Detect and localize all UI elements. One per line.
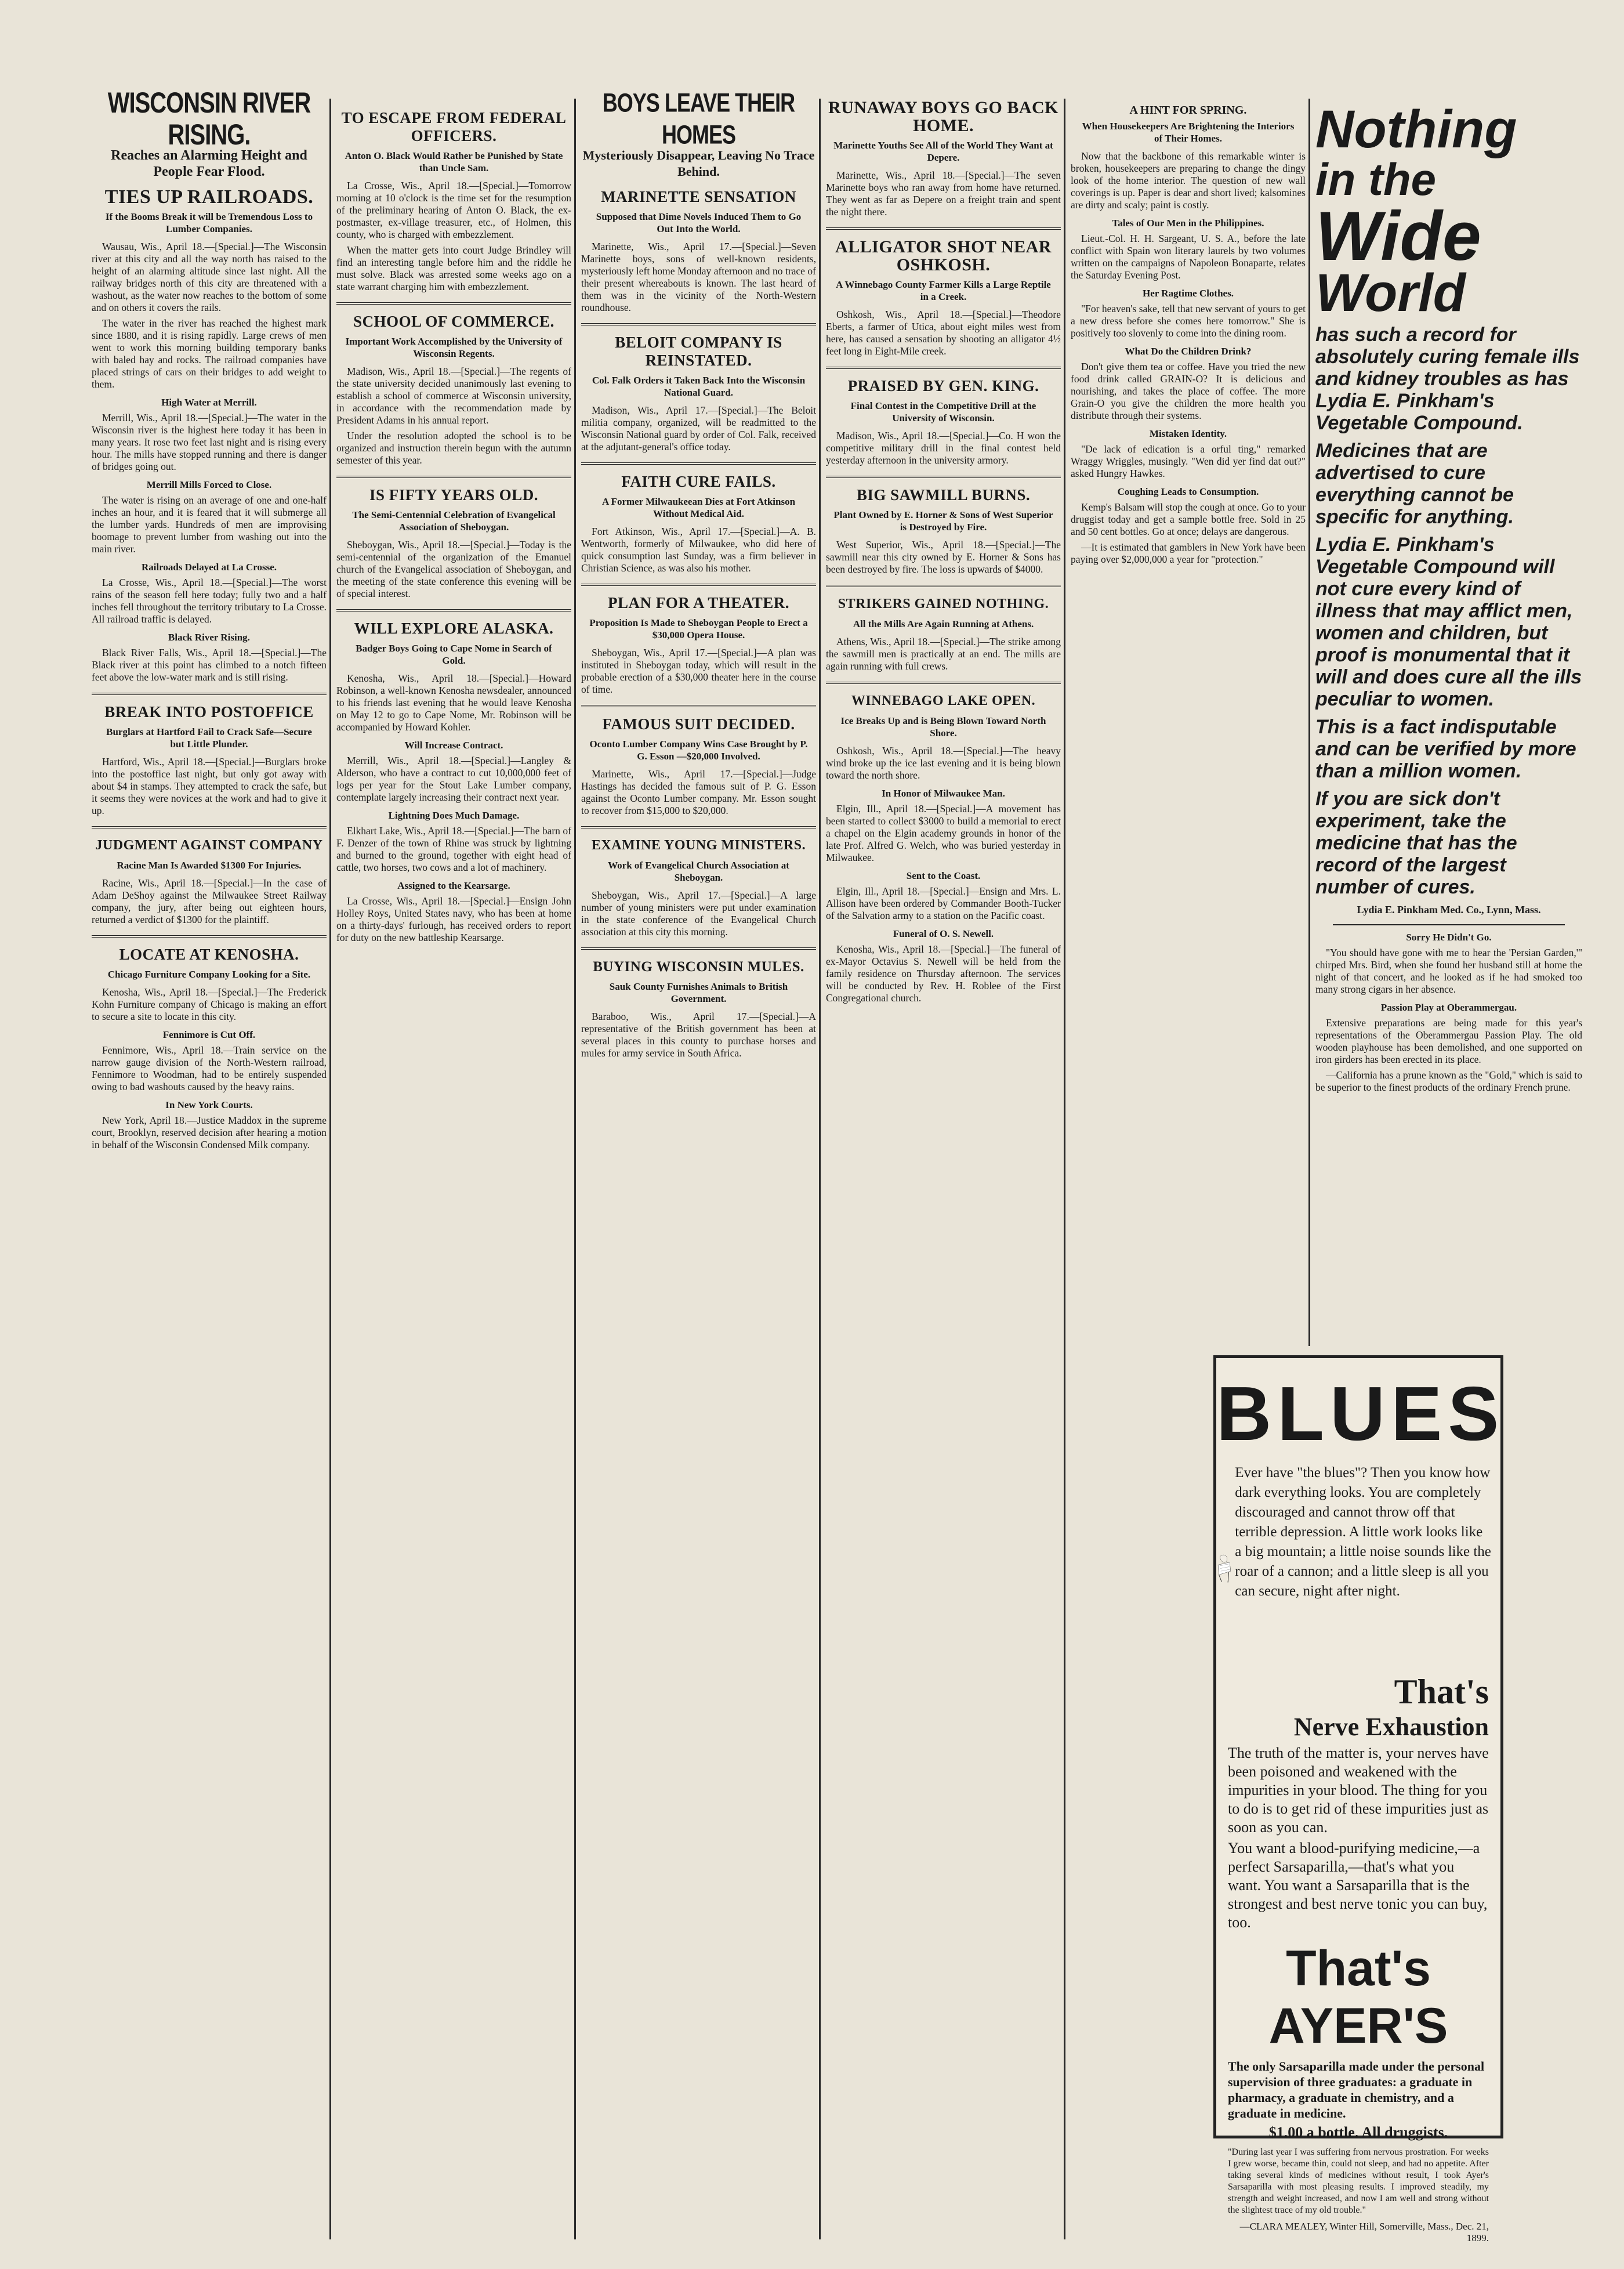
article-text: Athens, Wis., April 18.—[Special.]—The strike among the sawmill men is practically at an end. The mills are again running with full crews. [826,636,1061,672]
headline: MARINETTE SENSATION [601,188,796,205]
headline: EXAMINE YOUNG MINISTERS. [591,838,806,853]
ad-title: BLUES [1216,1371,1505,1456]
ad-price: $1.00 a bottle. All druggists. [1268,2124,1448,2141]
deck: Oconto Lumber Company Wins Case Brought by P. G. Esson —$20,000 Involved. [589,739,808,762]
subhead: Will Increase Contract. [404,740,503,751]
headline: A HINT FOR SPRING. [1129,104,1247,117]
headline: TIES UP RAILROADS. [104,186,314,208]
deck: Racine Man Is Awarded $1300 For Injuries. [117,860,302,871]
headline: BELOIT COMPANY IS REINSTATED. [615,334,782,369]
article-text: Oshkosh, Wis., April 18.—[Special.]—The heavy wind broke up the ice last evening and it is being blown toward the north shore. [826,745,1061,781]
deck: Sauk County Furnishes Animals to British Government. [609,981,788,1004]
ad-headline: That's [1394,1673,1489,1711]
column-6 [1315,87,1582,1346]
article-text: Oshkosh, Wis., April 18.—[Special.]—Theodore Eberts, a farmer of Utica, about eight miles west from here, has caused a sensation by shooting an alligator 4½ feet long in Eight-Mile creek. [826,309,1061,357]
subhead: Funeral of O. S. Newell. [893,928,994,939]
subhead: In New York Courts. [165,1099,253,1110]
subhead: What Do the Children Drink? [1125,346,1252,357]
subhead: Sent to the Coast. [906,870,981,881]
ad-text: You want a blood-purifying medicine,—a perfect Sarsaparilla,—that's what you want. You want a Sarsaparilla that is the strongest and best nerve tonic you can buy, too. [1228,1840,1488,1931]
headline: BOYS LEAVE THEIR HOMES [602,88,795,150]
article-text: Fort Atkinson, Wis., April 17.—[Special.]—A. B. Wentworth, formerly of Milwaukee, who did here of quick consumption last Sunday, was a firm believer in Christian Science, as was also his mother. [581,526,816,574]
ad-text: Lydia E. Pinkham's Vegetable Compound will not cure every kind of illness that may afflict men, women and children, but proof is monumental that it will and does cure all the ills peculiar to women. [1315,534,1582,710]
subhead: Tales of Our Men in the Philippines. [1112,218,1264,229]
headline: RUNAWAY BOYS GO BACK HOME. [828,98,1058,135]
subhead: Fennimore is Cut Off. [162,1029,256,1040]
column-rule [819,99,821,2239]
article-text: Elkhart Lake, Wis., April 18.—[Special.]—The barn of F. Denzer of the town of Rhine was struck by lightning and burned to the ground, together with eight head of cattle, two horses, two cows and a lot of machinery. [336,825,571,873]
ad-text: If you are sick don't experiment, take the medicine that has the record of the largest number of cures. [1315,788,1517,898]
article-text: Merrill, Wis., April 18.—[Special.]—The water in the Wisconsin river is the highest here today it has been in many years. It rose two feet last night and is rising every hour. The mills have stopped running and there is danger of bridges going out. [92,412,327,472]
headline: JUDGMENT AGAINST COMPANY [95,838,323,853]
deck: Badger Boys Going to Cape Nome in Search of Gold. [356,643,552,666]
deck: Proposition Is Made to Sheboygan People to Erect a $30,000 Opera House. [589,617,808,640]
deck: Chicago Furniture Company Looking for a Site. [107,969,311,980]
article-text: La Crosse, Wis., April 18.—[Special.]—Ensign John Holley Roys, United States navy, who has been at home on a thirty-days' furlough, has received orders to report for duty on the new battleship Kearsarge. [336,895,571,943]
article-text: Lieut.-Col. H. H. Sargeant, U. S. A., before the late conflict with Spain won literary laurels by two volumes written on the campaigns of Napoleon Bonaparte, relates the Saturday Evening Post. [1071,233,1306,281]
headline: SCHOOL OF COMMERCE. [353,313,554,330]
ad-headline: Nerve Exhaustion [1293,1713,1489,1741]
subhead: Coughing Leads to Consumption. [1117,486,1259,497]
subhead: In Honor of Milwaukee Man. [882,788,1005,799]
article-text: West Superior, Wis., April 18.—[Special.]—The sawmill near this city owned by E. Horner & Sons has been destroyed by fire. The loss is upwards of $4000. [826,539,1061,575]
deck: Ice Breaks Up and is Being Blown Toward North Shore. [840,715,1046,739]
column-2 [336,87,571,2245]
article-text: Fennimore, Wis., April 18.—Train service on the narrow gauge division of the North-Western railroad, Fennimore to Woodman, had to be entirely suspended owing to bad washouts caused by the heavy rains. [92,1044,327,1092]
divider [92,826,327,828]
article-text: Extensive preparations are being made for this year's representations of the Oberammergau Passion Play. The old wooden playhouse has been demolished, and one supported on iron girders has been erected in its place. [1315,1017,1582,1065]
divider [581,584,816,586]
deck: Col. Falk Orders it Taken Back Into the Wisconsin National Guard. [592,375,806,398]
article-text: Madison, Wis., April 17.—[Special.]—The Beloit militia company, organized, will be readmitted to the Wisconsin National guard by order of Col. Falk, received at the adjutant-general's office today. [581,404,816,453]
column-4 [826,87,1061,2245]
column-3 [581,87,816,2245]
ad-company: Lydia E. Pinkham Med. Co., Lynn, Mass. [1357,904,1541,915]
ad-text: has such a record for absolutely curing female ills and kidney troubles as has Lydia E. Pinkham's Vegetable Compound. [1315,324,1580,434]
subhead: Assigned to the Kearsarge. [397,880,510,891]
article-text: Under the resolution adopted the school is to be organized and instruction therein begun with the autumn semester of this year. [336,430,571,466]
article-text: Wausau, Wis., April 18.—[Special.]—The Wisconsin river at this city and all the way north has raised to the height of an alarming altitude since last night. All the railway bridges north of this city are threatened with a washout, as the water now reaches to the bottom of some and on others it covers the rails. [92,241,327,313]
article-text: Racine, Wis., April 18.—[Special.]—In the case of Adam DeShoy against the Milwaukee Street Railway company, the jury, after being out eighteen hours, returned a verdict of $1300 for the plaintiff. [92,877,327,925]
article-text: The water in the river has reached the highest mark since 1880, and it is rising rapidly. Large crews of men went to work this morning building temporary banks with baled hay and rocks. The railroad companies have placed strings of cars on their bridges to add weight to them. [92,317,327,390]
deck: Important Work Accomplished by the University of Wisconsin Regents. [345,336,563,359]
deck: Reaches an Alarming Height and People Fear Flood. [111,148,307,179]
ayers-advertisement [1213,1355,1505,2243]
deck: Final Contest in the Competitive Drill at the University of Wisconsin. [850,400,1036,424]
article-text: Madison, Wis., April 18.—[Special.]—Co. H won the competitive military drill in the final contest held yesterday afternoon in the university armory. [826,430,1061,466]
divider [826,682,1061,684]
deck: Marinette Youths See All of the World They Want at Depere. [833,140,1053,163]
subhead: Merrill Mills Forced to Close. [146,479,272,490]
article-text: Kemp's Balsam will stop the cough at once. Go to your druggist today and get a sample bottle free. Sold in 25 and 50 cent bottles. Go at once; delays are dangerous. [1071,501,1306,537]
column-rule [329,99,331,2239]
headline: PLAN FOR A THEATER. [607,594,790,611]
article-text: New York, April 18.—Justice Maddox in the supreme court, Brooklyn, reserved decision after hearing a motion in behalf of the Wisconsin Condensed Milk company. [92,1114,327,1150]
headline: TO ESCAPE FROM FEDERAL OFFICERS. [341,109,567,144]
headline: WISCONSIN RIVER RISING. [107,87,311,151]
article-text: Marinette, Wis., April 17.—[Special.]—Seven Marinette boys, sons of well-known residents, mysteriously left home Monday afternoon and no trace of their present whereabouts is known. The last heard of them was in the vicinity of the North-Western roundhouse. [581,241,816,313]
ad-text: This is a fact indisputable and can be verified by more than a million women. [1315,716,1576,782]
headline: BREAK INTO POSTOFFICE [104,703,314,721]
article-text: Baraboo, Wis., April 17.—[Special.]—A representative of the British government has been at several places in this county to purchase horses and mules for army service in South Africa. [581,1011,816,1059]
subhead: Mistaken Identity. [1149,428,1227,439]
divider [336,302,571,305]
headline: FAITH CURE FAILS. [621,473,776,490]
article-text: Black River Falls, Wis., April 18.—[Special.]—The Black river at this point has climbed to a notch fifteen feet above the low-water mark and is still rising. [92,647,327,683]
divider [336,609,571,611]
deck: Work of Evangelical Church Association at Sheboygan. [608,860,789,883]
column-rule [574,99,576,2239]
article-text: Madison, Wis., April 18.—[Special.]—The regents of the state university decided unanimously last evening to establish a school of commerce at Wisconsin university, in accordance with the recommendation made by President Adams in his annual report. [336,365,571,426]
divider [826,227,1061,230]
deck: Supposed that Dime Novels Induced Them to Go Out Into the World. [596,211,802,234]
article-text: Sheboygan, Wis., April 17.—[Special.]—A plan was instituted in Sheboygan today, which will result in the probable erection of a $30,000 theater here in the course of time. [581,647,816,695]
ad-title: Wide [1315,197,1481,275]
ad-illustration-row [1216,1463,1500,1672]
ad-text: Medicines that are advertised to cure everything cannot be specific for anything. [1315,440,1514,528]
headline: LOCATE AT KENOSHA. [119,946,299,963]
divider [581,705,816,707]
article-text: La Crosse, Wis., April 18.—[Special.]—Tomorrow morning at 10 o'clock is the time set for the resumption of the preliminary hearing of Anton O. Black, the ex-postmaster, ex-village treasurer, etc., of Holmen, this county, who is charged with embezzlement. [336,180,571,240]
divider [1333,924,1565,925]
ad-title: Nothing [1315,100,1517,159]
article-text: "You should have gone with me to hear the 'Persian Garden,'" chirped Mrs. Bird, when she found her husband still at home the night of that concert, and he looked as if he had smoked too many strong cigars in her absence. [1315,947,1582,995]
ad-text: The truth of the matter is, your nerves have been poisoned and weakened with the impurities in your blood. The thing for you to do is to get rid of these impurities just as soon as you can. [1228,1745,1489,1836]
ad-signature: —CLARA MEALEY, Winter Hill, Somerville, Mass., Dec. 21, 1899. [1239,2221,1489,2243]
despondent-man-illustration [1216,1463,1231,1672]
headline: FAMOUS SUIT DECIDED. [602,715,795,733]
ad-text: The only Sarsaparilla made under the personal supervision of three graduates: a graduate in pharmacy, a graduate in chemistry, and a graduate in medicine. [1228,2059,1485,2120]
article-text: The water is rising on an average of one and one-half inches an hour, and it is feared that it will submerge all the lumber yards. Hundreds of men are improvising boomage to prevent lumber from washing out into the main river. [92,494,327,555]
article-text: Marinette, Wis., April 18.—[Special.]—The seven Marinette boys who ran away from home have returned. They went as far as Depere on a freight train and spent the night there. [826,169,1061,218]
article-text: La Crosse, Wis., April 18.—[Special.]—The worst rains of the season fell here today; fully two and a half inches fell throughout the territory tributary to La Crosse. All railroad traffic is delayed. [92,577,327,625]
headline: BUYING WISCONSIN MULES. [593,959,804,975]
ad-title: in the [1315,154,1436,205]
article-text: Kenosha, Wis., April 18.—[Special.]—The Frederick Kohn Furniture company of Chicago is making an effort to secure a site to locate in this city. [92,986,327,1022]
article-text: "De lack of edication is a orful ting," remarked Wraggy Wriggles, musingly. "Wen did yer find dat out?" asked Hungry Hawkes. [1071,443,1306,479]
article-text: —It is estimated that gamblers in New York have been paying over $2,000,000 a year for "protection." [1071,541,1306,565]
subhead: Sorry He Didn't Go. [1406,932,1492,943]
column-1 [92,87,327,2245]
article-text: Merrill, Wis., April 18.—[Special.]—Langley & Alderson, who have a contract to cut 10,000,000 feet of logs per year for the Stout Lake Lumber company, contemplate largely increasing their contract next year. [336,755,571,803]
headline: WINNEBAGO LAKE OPEN. [851,693,1036,708]
article-text: When the matter gets into court Judge Brindley will find an interesting tangle before him and the riddle he must solve. Black was arrested some weeks ago on a state warrant charging him with embezzlement. [336,244,571,292]
divider [92,693,327,695]
headline: BIG SAWMILL BURNS. [856,486,1031,504]
article-text: Don't give them tea or coffee. Have you tried the new food drink called GRAIN-O? It is delicious and nourishing, and takes the place of coffee. The more Grain-O you give the children the more health you distribute through their systems. [1071,361,1306,421]
divider [581,323,816,325]
divider [826,367,1061,369]
deck: All the Mills Are Again Running at Athens. [853,618,1034,629]
subhead: High Water at Merrill. [161,397,257,408]
divider [581,947,816,950]
subhead: Her Ragtime Clothes. [1143,288,1234,299]
subhead: Lightning Does Much Damage. [388,810,520,821]
deck: Mysteriously Disappear, Leaving No Trace Behind. [582,148,815,179]
deck: Anton O. Black Would Rather be Punished by State than Uncle Sam. [345,150,563,173]
article-text: Kenosha, Wis., April 18.—[Special.]—Howard Robinson, a well-known Kenosha newsdealer, announced to his friends last evening that he would leave Kenosha on May 12 to go to Cape Nome, Mr. Robinson will be accompanied by Howard Kohler. [336,672,571,733]
deck: A Former Milwaukeean Dies at Fort Atkinson Without Medical Aid. [601,496,796,519]
divider [581,826,816,828]
article-text: Sheboygan, Wis., April 17.—[Special.]—A large number of young ministers were put under examination in the state conference of the Evangelical Church association at this city this morning. [581,889,816,938]
deck: When Housekeepers Are Brightening the Interiors of Their Homes. [1082,121,1295,144]
ad-text: Ever have "the blues"? Then you know how dark everything looks. You are completely discouraged and cannot throw off that terrible depression. A little work looks like a big mountain; a little noise sounds like the roar of a cannon; and a little sleep is all you can secure, night after night. [1235,1465,1491,1599]
deck: Plant Owned by E. Horner & Sons of West Superior is Destroyed by Fire. [833,509,1053,533]
article-text: Hartford, Wis., April 18.—[Special.]—Burglars broke into the postoffice last night, but only got away with about $4 in stamps. They attempted to crack the safe, but it seems they were novices at the work and had to give it up. [92,756,327,816]
headline: STRIKERS GAINED NOTHING. [838,596,1049,611]
divider [581,462,816,465]
deck: If the Booms Break it will be Tremendous Loss to Lumber Companies. [105,211,313,234]
article-text: Now that the backbone of this remarkable winter is broken, housekeepers are preparing to change the dingy look of the home interior. The question of new wall coverings is up. Paper is dear and short lived; kalsomines are dirty and scaly; paint is costly. [1071,150,1306,211]
column-rule [1064,99,1065,2239]
article-text: Elgin, Ill., April 18.—[Special.]—A movement has been started to collect $3000 to build a memorial to erect a chapel on the Elgin academy grounds in honor of the late Prof. Alfred G. Welch, who was buried yesterday in Milwaukee. [826,803,1061,863]
ad-testimonial: "During last year I was suffering from nervous prostration. For weeks I grew worse, became thin, could not sleep, and had no appetite. After taking several kinds of medicines without result, I took Ayer's Sarsaparilla with most pleasing results. I improved steadily, my strength and weight increased, and now I am well and strong without the slightest trace of my old trouble." [1228,2147,1489,2215]
headline: ALLIGATOR SHOT NEAR OSHKOSH. [835,237,1052,274]
article-text: Kenosha, Wis., April 18.—[Special.]—The funeral of ex-Mayor Octavius S. Newell will be held from the family residence on Thursday afternoon. The services will be conducted by Rev. H. Roblee of the First Congregational church. [826,943,1061,1004]
divider [92,935,327,938]
subhead: Black River Rising. [168,632,250,643]
pinkham-advertisement [1315,87,1582,916]
headline: WILL EXPLORE ALASKA. [354,620,554,637]
article-text: Sheboygan, Wis., April 18.—[Special.]—Today is the semi-centennial of the organization of the Emanuel church of the Evangelical association of Sheboygan, and the meeting of the state conference this evening will be of special interest. [336,539,571,599]
divider [336,476,571,478]
deck: A Winnebago County Farmer Kills a Large Reptile in a Creek. [836,279,1051,302]
subhead: Passion Play at Oberammergau. [1380,1002,1517,1013]
ad-title: World [1315,263,1466,323]
divider [826,476,1061,478]
subhead: Railroads Delayed at La Crosse. [141,562,277,573]
article-text: —California has a prune known as the "Gold," which is said to be superior to the finest products of the ordinary French prune. [1315,1069,1582,1093]
headline: IS FIFTY YEARS OLD. [369,486,539,504]
deck: Burglars at Hartford Fail to Crack Safe—Secure but Little Plunder. [106,726,312,750]
article-text: Marinette, Wis., April 17.—[Special.]—Judge Hastings has decided the famous suit of P. G. Esson against the Oconto Lumber company. Mr. Esson sought to recover from $15,000 to $20,000. [581,768,816,816]
divider [826,585,1061,587]
article-text: "For heaven's sake, tell that new servant of yours to get a new dress before she comes here tomorrow." She is positively too slovenly to come into the dining room. [1071,303,1306,339]
article-text: Elgin, Ill., April 18.—[Special.]—Ensign and Mrs. L. Allison have been ordered by Commander Booth-Tucker of the Salvation army to a station on the Pacific coast. [826,885,1061,921]
ad-brand: That's AYER'S [1268,1941,1448,2054]
column-rule [1308,99,1310,1346]
headline: PRAISED BY GEN. KING. [847,377,1039,395]
deck: The Semi-Centennial Celebration of Evangelical Association of Sheboygan. [352,509,556,533]
